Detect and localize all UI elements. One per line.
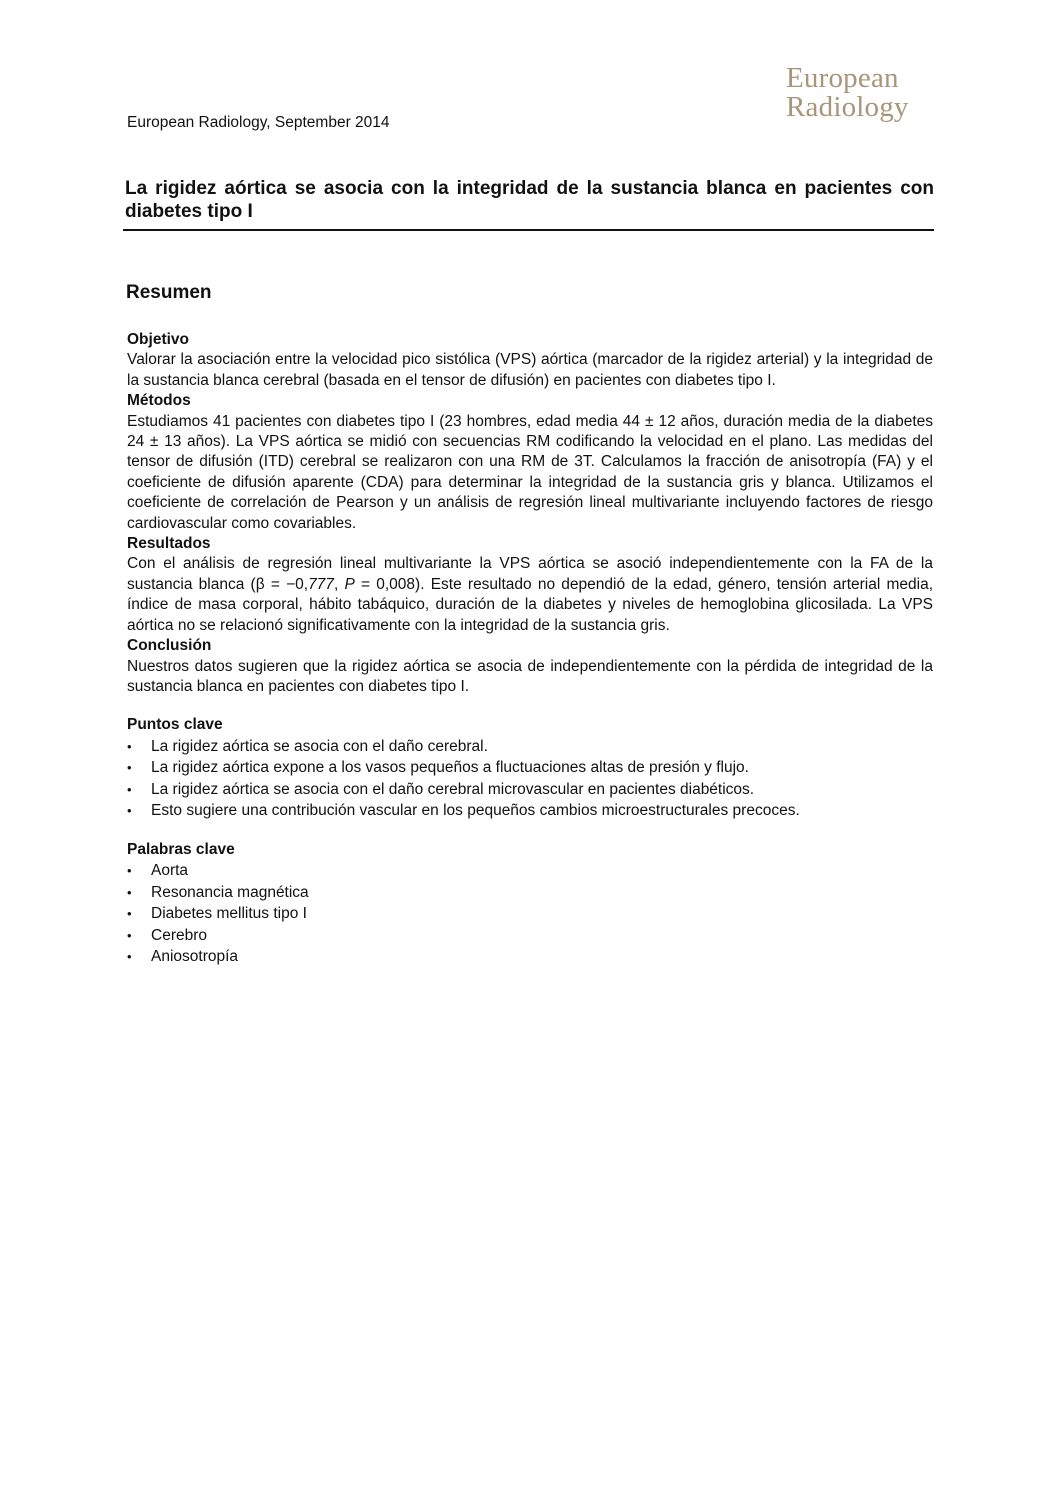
bullet-icon: •	[127, 760, 132, 776]
key-point-item	[127, 757, 933, 779]
journal-logo	[786, 64, 946, 122]
bullet-icon: •	[127, 949, 132, 965]
results-text-part2: ,	[333, 575, 345, 593]
article-title: La rigidez aórtica se asocia con la integridad de la sustancia blanca en pacientes con diabetes tipo I	[125, 178, 934, 222]
keywords-list	[127, 860, 933, 968]
keyword-item	[127, 946, 933, 968]
key-point-item	[127, 779, 933, 801]
conclusion-heading: Conclusión	[127, 637, 212, 655]
keyword-text: Diabetes mellitus tipo I	[151, 905, 307, 923]
results-text	[127, 554, 933, 636]
objective-text: Valorar la asociación entre la velocidad pico sistólica (VPS) aórtica (marcador de la rigidez arterial) y la integridad de la sustancia blanca cerebral (basada en el tensor de difusión) en pacientes con diabetes tipo I.	[127, 351, 933, 389]
results-heading: Resultados	[127, 535, 211, 553]
abstract-body	[127, 330, 933, 968]
key-point-text: La rigidez aórtica se asocia con el daño cerebral.	[151, 737, 488, 755]
bullet-icon: •	[127, 884, 132, 900]
keyword-item	[127, 860, 933, 882]
keyword-text: Aniosotropía	[151, 948, 239, 966]
key-point-text: Esto sugiere una contribución vascular en los pequeños cambios microestructurales precoces.	[151, 802, 800, 820]
keyword-text: Cerebro	[151, 926, 207, 944]
bullet-icon: •	[127, 803, 132, 819]
section-spacer	[127, 697, 933, 715]
keyword-item	[127, 925, 933, 947]
bullet-icon: •	[127, 863, 132, 879]
keyword-item	[127, 882, 933, 904]
key-point-item	[127, 800, 933, 822]
bullet-icon: •	[127, 781, 132, 797]
bullet-icon: •	[127, 738, 132, 754]
objective-heading: Objetivo	[127, 331, 190, 348]
journal-citation: European Radiology, September 2014	[127, 114, 390, 131]
bullet-icon: •	[127, 906, 132, 922]
key-points-heading: Puntos clave	[127, 716, 223, 734]
keyword-text: Resonancia magnética	[151, 883, 309, 901]
keyword-item	[127, 903, 933, 925]
keyword-text: Aorta	[151, 862, 189, 880]
summary-heading: Resumen	[126, 282, 212, 303]
section-spacer	[127, 822, 933, 840]
results-text-part3: = 0,008). Este resultado no dependió de la edad, género, tensión arterial media, índice de masa corporal, hábito tabáquico, duración de la diabetes y niveles de hemoglobina glicosilada. La VPS aórtica no se relacionó significativamente con la integridad de la sustancia gris.	[127, 575, 934, 634]
bullet-icon: •	[127, 927, 132, 943]
key-point-text: La rigidez aórtica se asocia con el daño cerebral microvascular en pacientes diabéticos.	[151, 780, 755, 798]
results-beta-value: 777	[308, 575, 334, 593]
results-text-part1: Con el análisis de regresión lineal multivariante la VPS aórtica se asoció independientemente con la FA de la sustancia blanca (β = −0,	[127, 555, 933, 593]
title-divider	[123, 229, 934, 231]
logo-line-2: Radiology	[786, 91, 909, 123]
key-point-item	[127, 736, 933, 758]
conclusion-text: Nuestros datos sugieren que la rigidez aórtica se asocia de independientemente con la pérdida de integridad de la sustancia blanca en pacientes con diabetes tipo I.	[127, 657, 933, 695]
key-point-text: La rigidez aórtica expone a los vasos pequeños a fluctuaciones altas de presión y flujo.	[151, 759, 749, 777]
methods-heading: Métodos	[127, 392, 191, 410]
results-p-symbol: P	[344, 575, 355, 593]
keywords-heading: Palabras clave	[127, 840, 235, 858]
logo-line-1: European	[786, 62, 899, 94]
key-points-list	[127, 736, 933, 822]
methods-text: Estudiamos 41 pacientes con diabetes tipo I (23 hombres, edad media 44 ± 12 años, duración media de la diabetes 24 ± 13 años). La VPS aórtica se midió con secuencias RM codificando la velocidad en el plano. Las medidas del tensor de difusión (ITD) cerebral se realizaron con una RM de 3T. Calculamos la fracción de anisotropía (FA) y el coeficiente de difusión aparente (CDA) para determinar la integridad de la sustancia gris y blanca. Utilizamos el coeficiente de correlación de Pearson y un análisis de regresión lineal multivariante incluyendo factores de riesgo cardiovascular como covariables.	[127, 412, 933, 532]
